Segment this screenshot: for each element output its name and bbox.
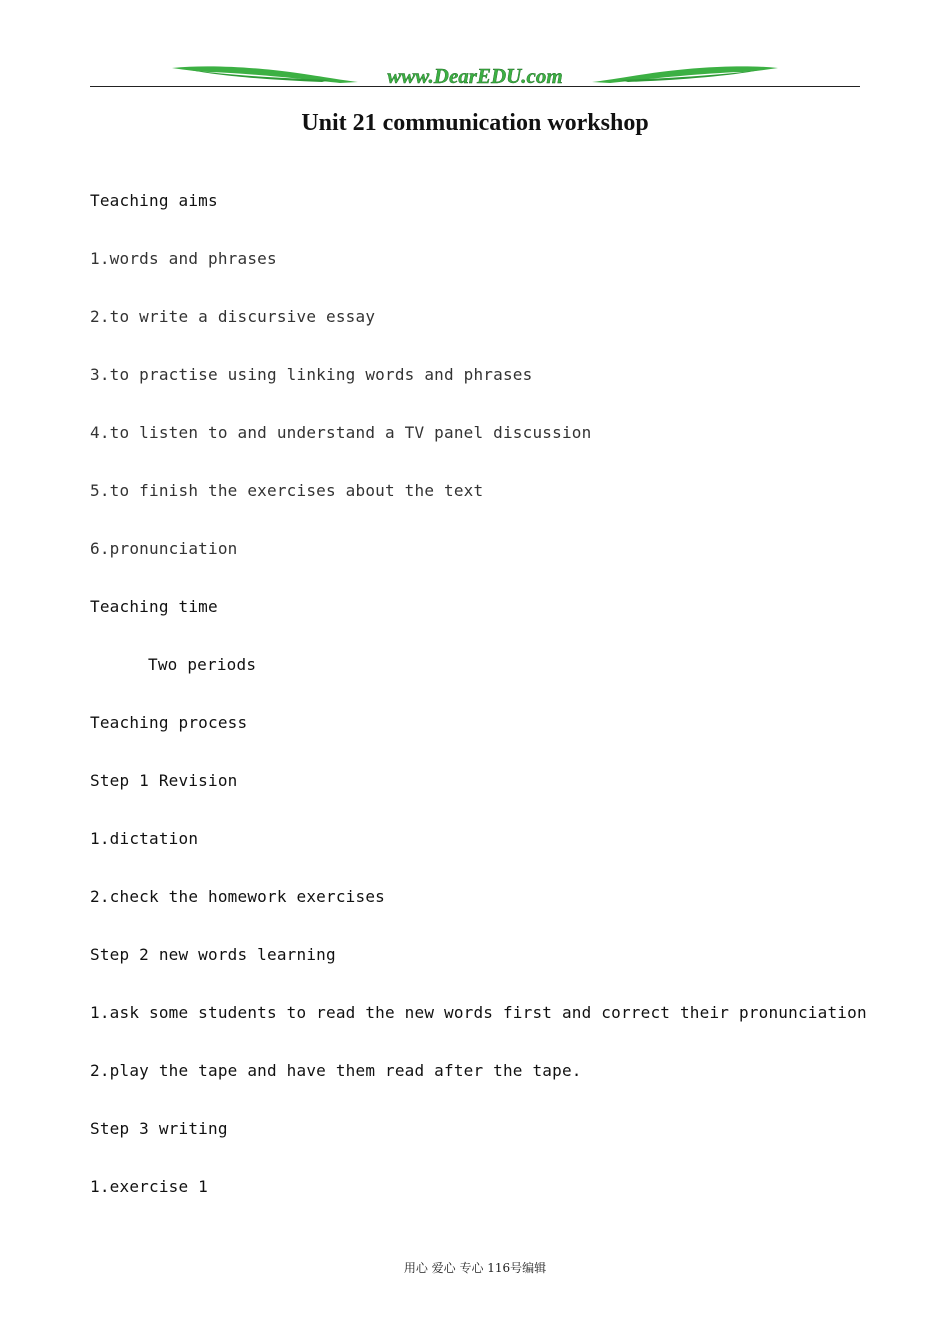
page-footer: 用心 爱心 专心 116号编辑 [403, 1261, 547, 1275]
step-item: 1.exercise 1 [90, 1177, 208, 1196]
document-title: Unit 21 communication workshop [301, 110, 649, 136]
logo-text: www.DearEDU.com [387, 64, 563, 88]
dearedu-logo [90, 62, 860, 90]
heading-teaching-aims: Teaching aims [90, 191, 218, 210]
step-heading: Step 1 Revision [90, 771, 238, 790]
aim-item: 4.to listen to and understand a TV panel discussion [90, 423, 592, 442]
step-heading: Step 2 new words learning [90, 945, 336, 964]
aim-item: 1.words and phrases [90, 249, 277, 268]
page-header [90, 62, 860, 90]
step-item: 1.ask some students to read the new words first and correct their pronunciation [90, 1003, 867, 1022]
aim-item: 3.to practise using linking words and phrases [90, 365, 533, 384]
heading-teaching-process: Teaching process [90, 713, 248, 732]
aim-item: 2.to write a discursive essay [90, 307, 376, 326]
aim-item: 6.pronunciation [90, 539, 238, 558]
aim-item: 5.to finish the exercises about the text [90, 481, 484, 500]
step-item: 2.check the homework exercises [90, 887, 385, 906]
step-item: 1.dictation [90, 829, 199, 848]
step-item: 2.play the tape and have them read after the tape. [90, 1061, 582, 1080]
step-heading: Step 3 writing [90, 1119, 228, 1138]
teaching-time-value: Two periods [148, 655, 257, 674]
heading-teaching-time: Teaching time [90, 597, 218, 616]
